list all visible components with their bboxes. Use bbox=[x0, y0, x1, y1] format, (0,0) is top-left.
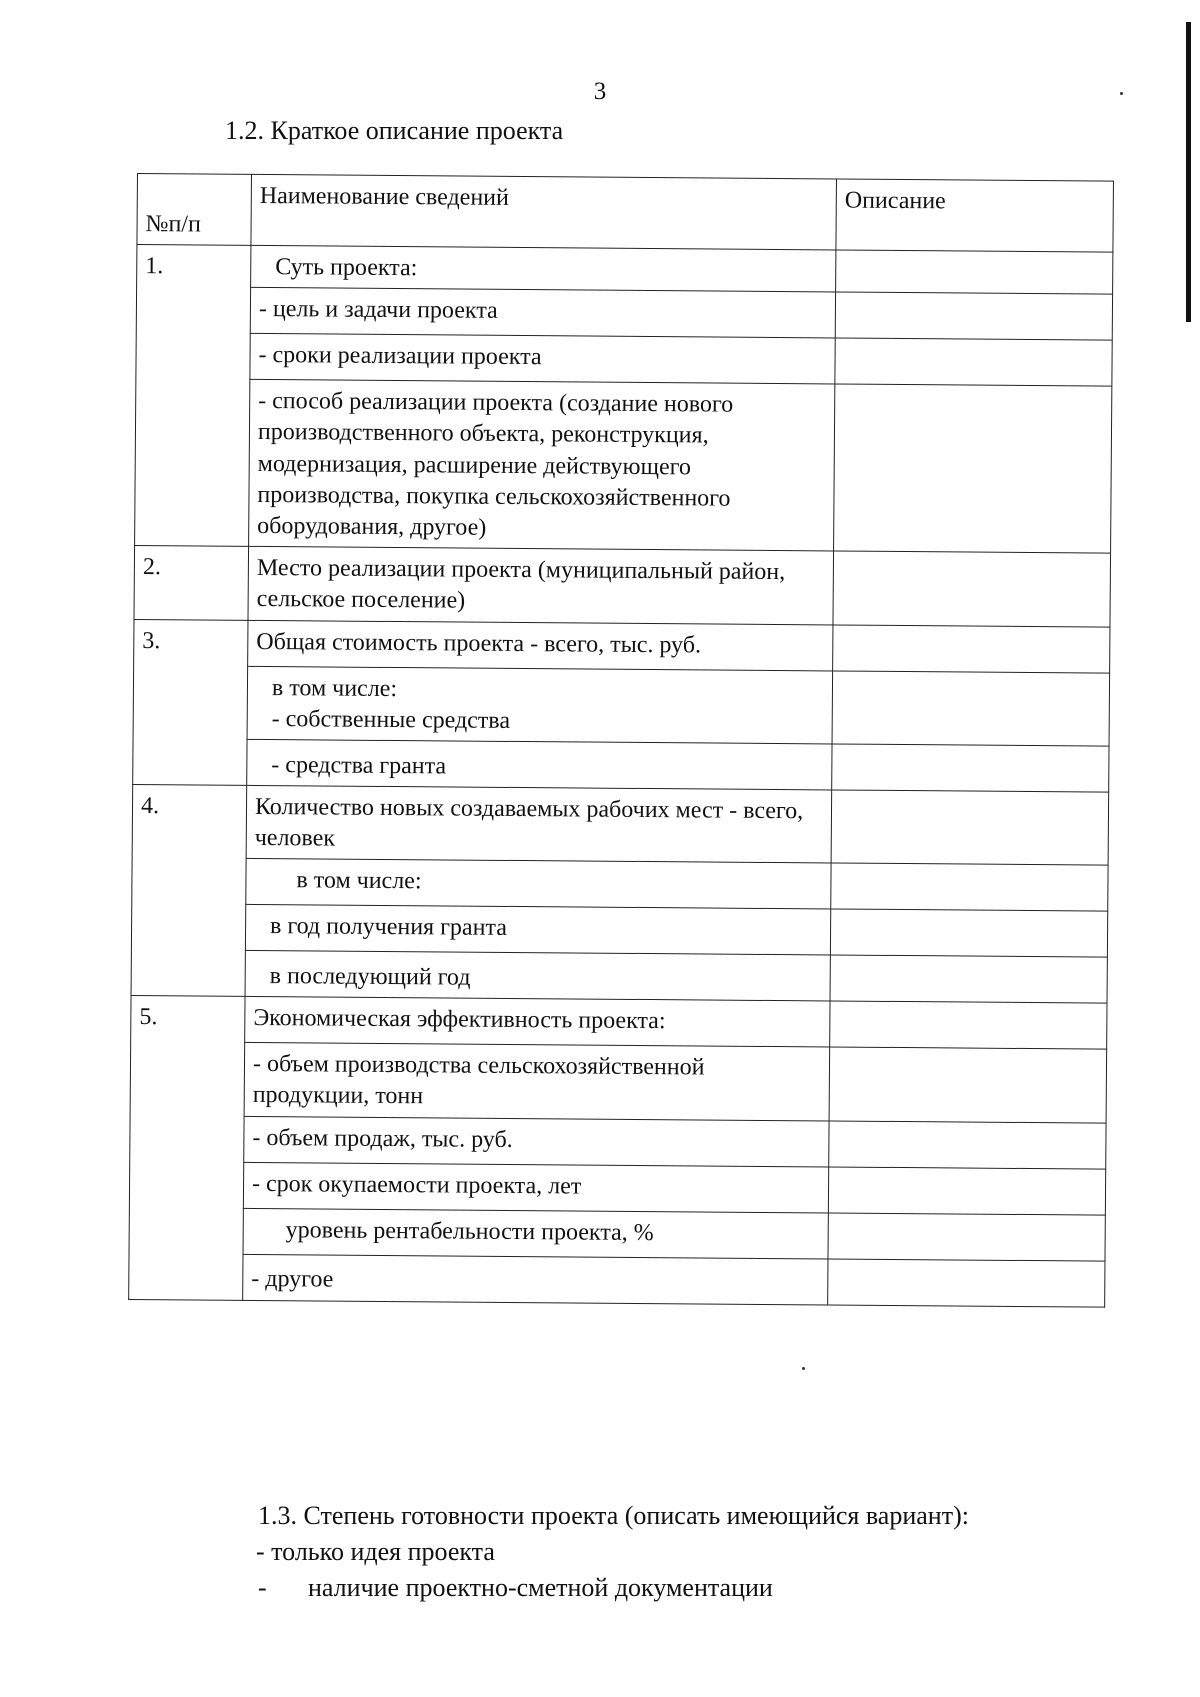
description-cell[interactable] bbox=[833, 551, 1111, 627]
table-row bbox=[130, 1042, 1107, 1123]
item-name: - сроки реализации проекта bbox=[250, 334, 835, 385]
table-row bbox=[136, 287, 1112, 341]
scan-edge-bar bbox=[1186, 22, 1191, 322]
item-name: - объем продаж, тыс. руб. bbox=[244, 1116, 829, 1167]
table-header-row bbox=[137, 174, 1114, 253]
item-name: Место реализации проекта (муниципальный район, сельское поселение) bbox=[248, 547, 834, 625]
table-row bbox=[131, 950, 1107, 1004]
table-row bbox=[134, 546, 1111, 627]
row-number: 3. bbox=[133, 619, 248, 785]
page-number: 3 bbox=[593, 78, 607, 105]
table-row bbox=[129, 1253, 1105, 1307]
table-row bbox=[131, 996, 1107, 1050]
description-cell[interactable] bbox=[828, 1213, 1105, 1261]
description-cell[interactable] bbox=[832, 670, 1110, 746]
option-dash: - bbox=[258, 1573, 267, 1602]
readiness-option: наличие проектно-сметной документации bbox=[308, 1573, 773, 1602]
table-row bbox=[129, 1207, 1105, 1261]
item-name: Суть проекта: bbox=[251, 245, 836, 292]
description-cell[interactable] bbox=[833, 624, 1110, 672]
description-cell[interactable] bbox=[829, 1047, 1107, 1123]
description-cell[interactable] bbox=[830, 955, 1107, 1003]
table-row bbox=[133, 738, 1109, 792]
item-name: Количество новых создаваемых рабочих мест - всего, человек bbox=[246, 785, 832, 863]
row-number: 5. bbox=[129, 996, 245, 1300]
scan-speck bbox=[802, 1367, 805, 1370]
description-cell[interactable] bbox=[828, 1167, 1105, 1215]
row-number: 4. bbox=[131, 784, 247, 996]
table-row bbox=[131, 904, 1107, 958]
readiness-option-row bbox=[258, 1570, 969, 1606]
item-name: Общая стоимость проекта - всего, тыс. руб. bbox=[248, 620, 833, 671]
item-name: - срок окупаемости проекта, лет bbox=[243, 1162, 828, 1213]
description-cell[interactable] bbox=[831, 863, 1108, 911]
item-name: в том числе: - собственные средства bbox=[247, 666, 833, 744]
section-1-3-title: 1.3. Степень готовности проекта (описать имеющийся вариант): bbox=[258, 1501, 969, 1530]
item-name: Экономическая эффективность проекта: bbox=[245, 997, 830, 1048]
readiness-option: - только идея проекта bbox=[256, 1537, 495, 1566]
header-name: Наименование сведений bbox=[251, 174, 837, 250]
table-row bbox=[129, 1161, 1105, 1215]
item-name: в последующий год bbox=[245, 951, 830, 1002]
row-number: 2. bbox=[134, 546, 249, 620]
description-cell[interactable] bbox=[836, 250, 1113, 294]
section-1-3 bbox=[258, 1498, 969, 1606]
description-cell[interactable] bbox=[831, 790, 1109, 866]
item-name: - другое bbox=[243, 1254, 828, 1305]
description-cell[interactable] bbox=[832, 744, 1109, 792]
table-row bbox=[132, 784, 1109, 865]
item-name: - объем производства сельскохозяйственной продукции, тонн bbox=[244, 1043, 830, 1121]
table-row bbox=[135, 379, 1112, 554]
table-row bbox=[134, 619, 1110, 673]
description-cell[interactable] bbox=[830, 1001, 1107, 1049]
description-cell[interactable] bbox=[830, 909, 1107, 957]
table-row bbox=[136, 333, 1112, 387]
item-name: - цель и задачи проекта bbox=[250, 288, 835, 339]
item-name: в том числе: bbox=[246, 859, 831, 910]
header-num: №п/п bbox=[137, 174, 252, 246]
description-cell[interactable] bbox=[835, 338, 1112, 386]
item-name: в год получения гранта bbox=[245, 905, 830, 956]
item-name: уровень рентабельности проекта, % bbox=[243, 1208, 828, 1259]
item-name: - средства гранта bbox=[247, 739, 832, 790]
description-cell[interactable] bbox=[835, 292, 1112, 340]
project-description-table bbox=[128, 173, 1114, 1307]
description-cell[interactable] bbox=[834, 384, 1112, 553]
section-1-2-title: 1.2. Краткое описание проекта bbox=[225, 116, 564, 145]
item-name: - способ реализации проекта (создание нового производственного объекта, реконструкция, модернизация, расширение действующего производства, покупка сельскохозяйственного оборудования, другое) bbox=[249, 380, 835, 552]
description-cell[interactable] bbox=[829, 1121, 1106, 1169]
row-number: 1. bbox=[135, 245, 251, 547]
table-row bbox=[130, 1115, 1106, 1169]
table-row bbox=[132, 858, 1108, 912]
description-cell[interactable] bbox=[828, 1259, 1105, 1307]
header-desc: Описание bbox=[836, 179, 1114, 252]
table-row bbox=[133, 665, 1110, 746]
